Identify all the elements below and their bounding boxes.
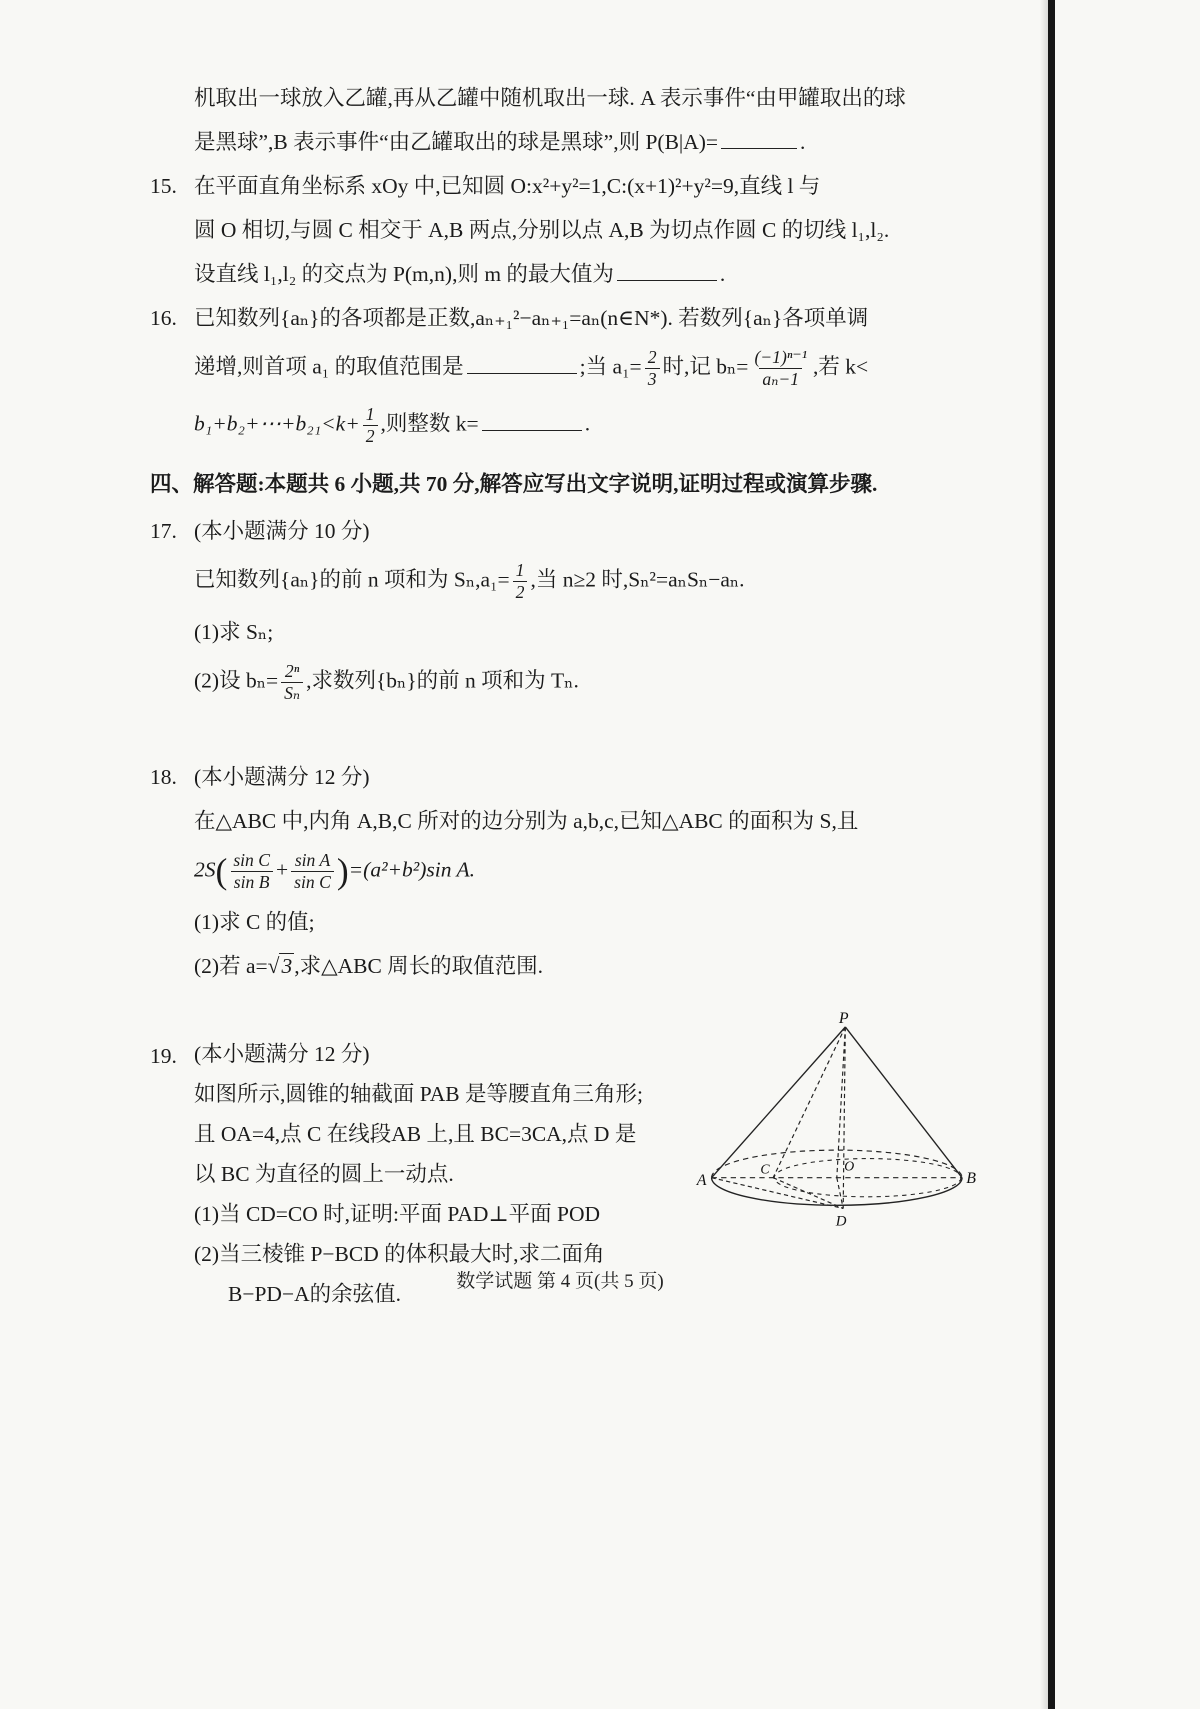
fraction [363, 404, 378, 447]
subquestion-1: (1)求 C 的值; [194, 910, 315, 935]
right-paren: ) [336, 851, 349, 892]
question-number: 17. [150, 518, 177, 543]
question-number: 19. [150, 1044, 177, 1069]
text-segment: (2)若 a= [194, 954, 268, 979]
text-segment: =(a²+b²)sin A. [348, 857, 475, 882]
subquestion-2 [194, 944, 970, 988]
text-segment: (2)设 bₙ= [194, 668, 279, 693]
text-segment: 递增,则首项 a₁ 的取值范围是 [194, 354, 464, 379]
text-line: 在△ABC 中,内角 A,B,C 所对的边分别为 a,b,c,已知△ABC 的面积为 S,且 [194, 809, 859, 834]
fraction-numerator: sin C [233, 850, 271, 871]
exam-content [150, 76, 977, 1314]
label-C: C [760, 1161, 770, 1177]
radical-sign: √ [267, 954, 280, 979]
label-A: A [696, 1172, 707, 1190]
answer-blank [617, 257, 717, 281]
page-footer: 数学试题 第 4 页(共 5 页) [456, 1271, 664, 1292]
fraction [230, 850, 273, 893]
text-line [194, 252, 970, 296]
text-line: 如图所示,圆锥的轴截面 PAB 是等腰直角三角形; [194, 1082, 643, 1107]
question-18 [150, 755, 970, 988]
question-15 [150, 164, 970, 296]
fraction [645, 347, 660, 390]
text-segment: ,求数列{bₙ}的前 n 项和为 Tₙ. [306, 668, 579, 693]
fraction-numerator: (−1)ⁿ⁻¹ [754, 347, 807, 367]
text-segment: ,当 n≥2 时,Sₙ²=aₙSₙ−aₙ. [530, 567, 745, 592]
text-segment: . [584, 411, 591, 436]
answer-blank [482, 407, 582, 431]
fraction-numerator: sin A [294, 850, 331, 871]
text-line: 机取出一球放入乙罐,再从乙罐中随机取出一球. A 表示事件“由甲罐取出的球 [194, 86, 906, 110]
scan-edge-shadow [1040, 0, 1048, 1709]
fraction-denominator: aₙ−1 [759, 368, 802, 390]
question-number: 16. [150, 306, 177, 330]
subquestion-2: (2)当三棱锥 P−BCD 的体积最大时,求二面角 [194, 1242, 605, 1267]
answer-blank [467, 350, 577, 374]
text-segment: ,则整数 k= [380, 411, 479, 436]
fraction [281, 661, 303, 704]
fraction [513, 560, 528, 603]
cone-lines [712, 1027, 962, 1208]
text-line: 在平面直角坐标系 xOy 中,已知圆 O:x²+y²=1,C:(x+1)²+y²=9,直线 l 与 [194, 174, 821, 198]
fraction [751, 347, 810, 390]
square-root [268, 953, 295, 978]
text-line [194, 120, 970, 164]
label-O: O [844, 1158, 855, 1174]
text-segment: 设直线 l₁,l₂ 的交点为 P(m,n),则 m 的最大值为 [194, 262, 614, 286]
question-17 [150, 509, 970, 712]
question-number: 18. [150, 765, 177, 790]
text-segment: ,若 k< [812, 354, 869, 379]
label-B: B [966, 1170, 977, 1188]
label-D: D [835, 1213, 847, 1230]
question-points: (本小题满分 10 分) [194, 518, 370, 543]
cone-figure [695, 1010, 985, 1235]
text-segment: 2S [194, 857, 216, 882]
text-line: 已知数列{aₙ}的各项都是正数,aₙ₊₁²−aₙ₊₁=aₙ(n∈N*). 若数列{aₙ}各项单调 [194, 306, 869, 330]
subquestion-2 [194, 654, 970, 711]
text-segment: . [800, 130, 806, 154]
text-line: 圆 O 相切,与圆 C 相交于 A,B 两点,分别以点 A,B 为切点作圆 C 的切线 l₁,l₂. [194, 218, 890, 242]
text-line [194, 340, 970, 397]
question-points: (本小题满分 12 分) [194, 1042, 370, 1067]
fraction-denominator: sin C [291, 871, 334, 893]
question-16 [150, 296, 970, 455]
subquestion-2-continued: B−PD−A的余弦值. [228, 1282, 401, 1307]
fraction-denominator: 2 [363, 425, 378, 447]
fraction-numerator: 2ⁿ [284, 660, 300, 681]
text-line: 以 BC 为直径的圆上一动点. [194, 1162, 454, 1187]
left-paren: ( [215, 851, 228, 892]
fraction-numerator: 1 [515, 559, 525, 580]
scan-edge-line [1048, 0, 1055, 1709]
plus-sign: + [276, 857, 289, 882]
fraction [291, 850, 334, 893]
text-line: 且 OA=4,点 C 在线段AB 上,且 BC=3CA,点 D 是 [194, 1122, 637, 1147]
text-segment: ;当 a₁= [579, 354, 642, 379]
text-segment: 已知数列{aₙ}的前 n 项和为 Sₙ,a₁= [194, 567, 510, 592]
text-segment: 时,记 bₙ= [662, 354, 749, 379]
radicand: 3 [281, 954, 293, 979]
answer-blank [721, 125, 797, 149]
cone-labels [696, 1010, 977, 1229]
text-line [194, 553, 970, 610]
text-segment: . [719, 262, 726, 286]
text-segment: ,求△ABC 周长的取值范围. [294, 954, 544, 979]
fraction-denominator: Sₙ [281, 682, 303, 704]
text-segment: b₁+b₂+⋯+b₂₁<k+ [194, 411, 360, 436]
question-points: (本小题满分 12 分) [194, 765, 370, 790]
section-4-header: 四、解答题:本题共 6 小题,共 70 分,解答应写出文字说明,证明过程或演算步骤. [150, 471, 878, 496]
fraction-denominator: 3 [645, 368, 660, 390]
fraction-numerator: 2 [647, 347, 657, 367]
fraction-denominator: 2 [513, 581, 528, 603]
equation-line [194, 843, 970, 900]
subquestion-1: (1)当 CD=CO 时,证明:平面 PAD⊥平面 POD [194, 1202, 601, 1227]
text-line [194, 397, 970, 454]
question-14-continuation [150, 76, 970, 164]
question-number: 15. [150, 174, 177, 198]
text-segment: 是黑球”,B 表示事件“由乙罐取出的球是黑球”,则 P(B|A)= [194, 130, 719, 154]
fraction-numerator: 1 [365, 404, 375, 425]
label-P: P [838, 1010, 849, 1028]
fraction-denominator: sin B [231, 871, 273, 893]
subquestion-1: (1)求 Sₙ; [194, 619, 274, 644]
